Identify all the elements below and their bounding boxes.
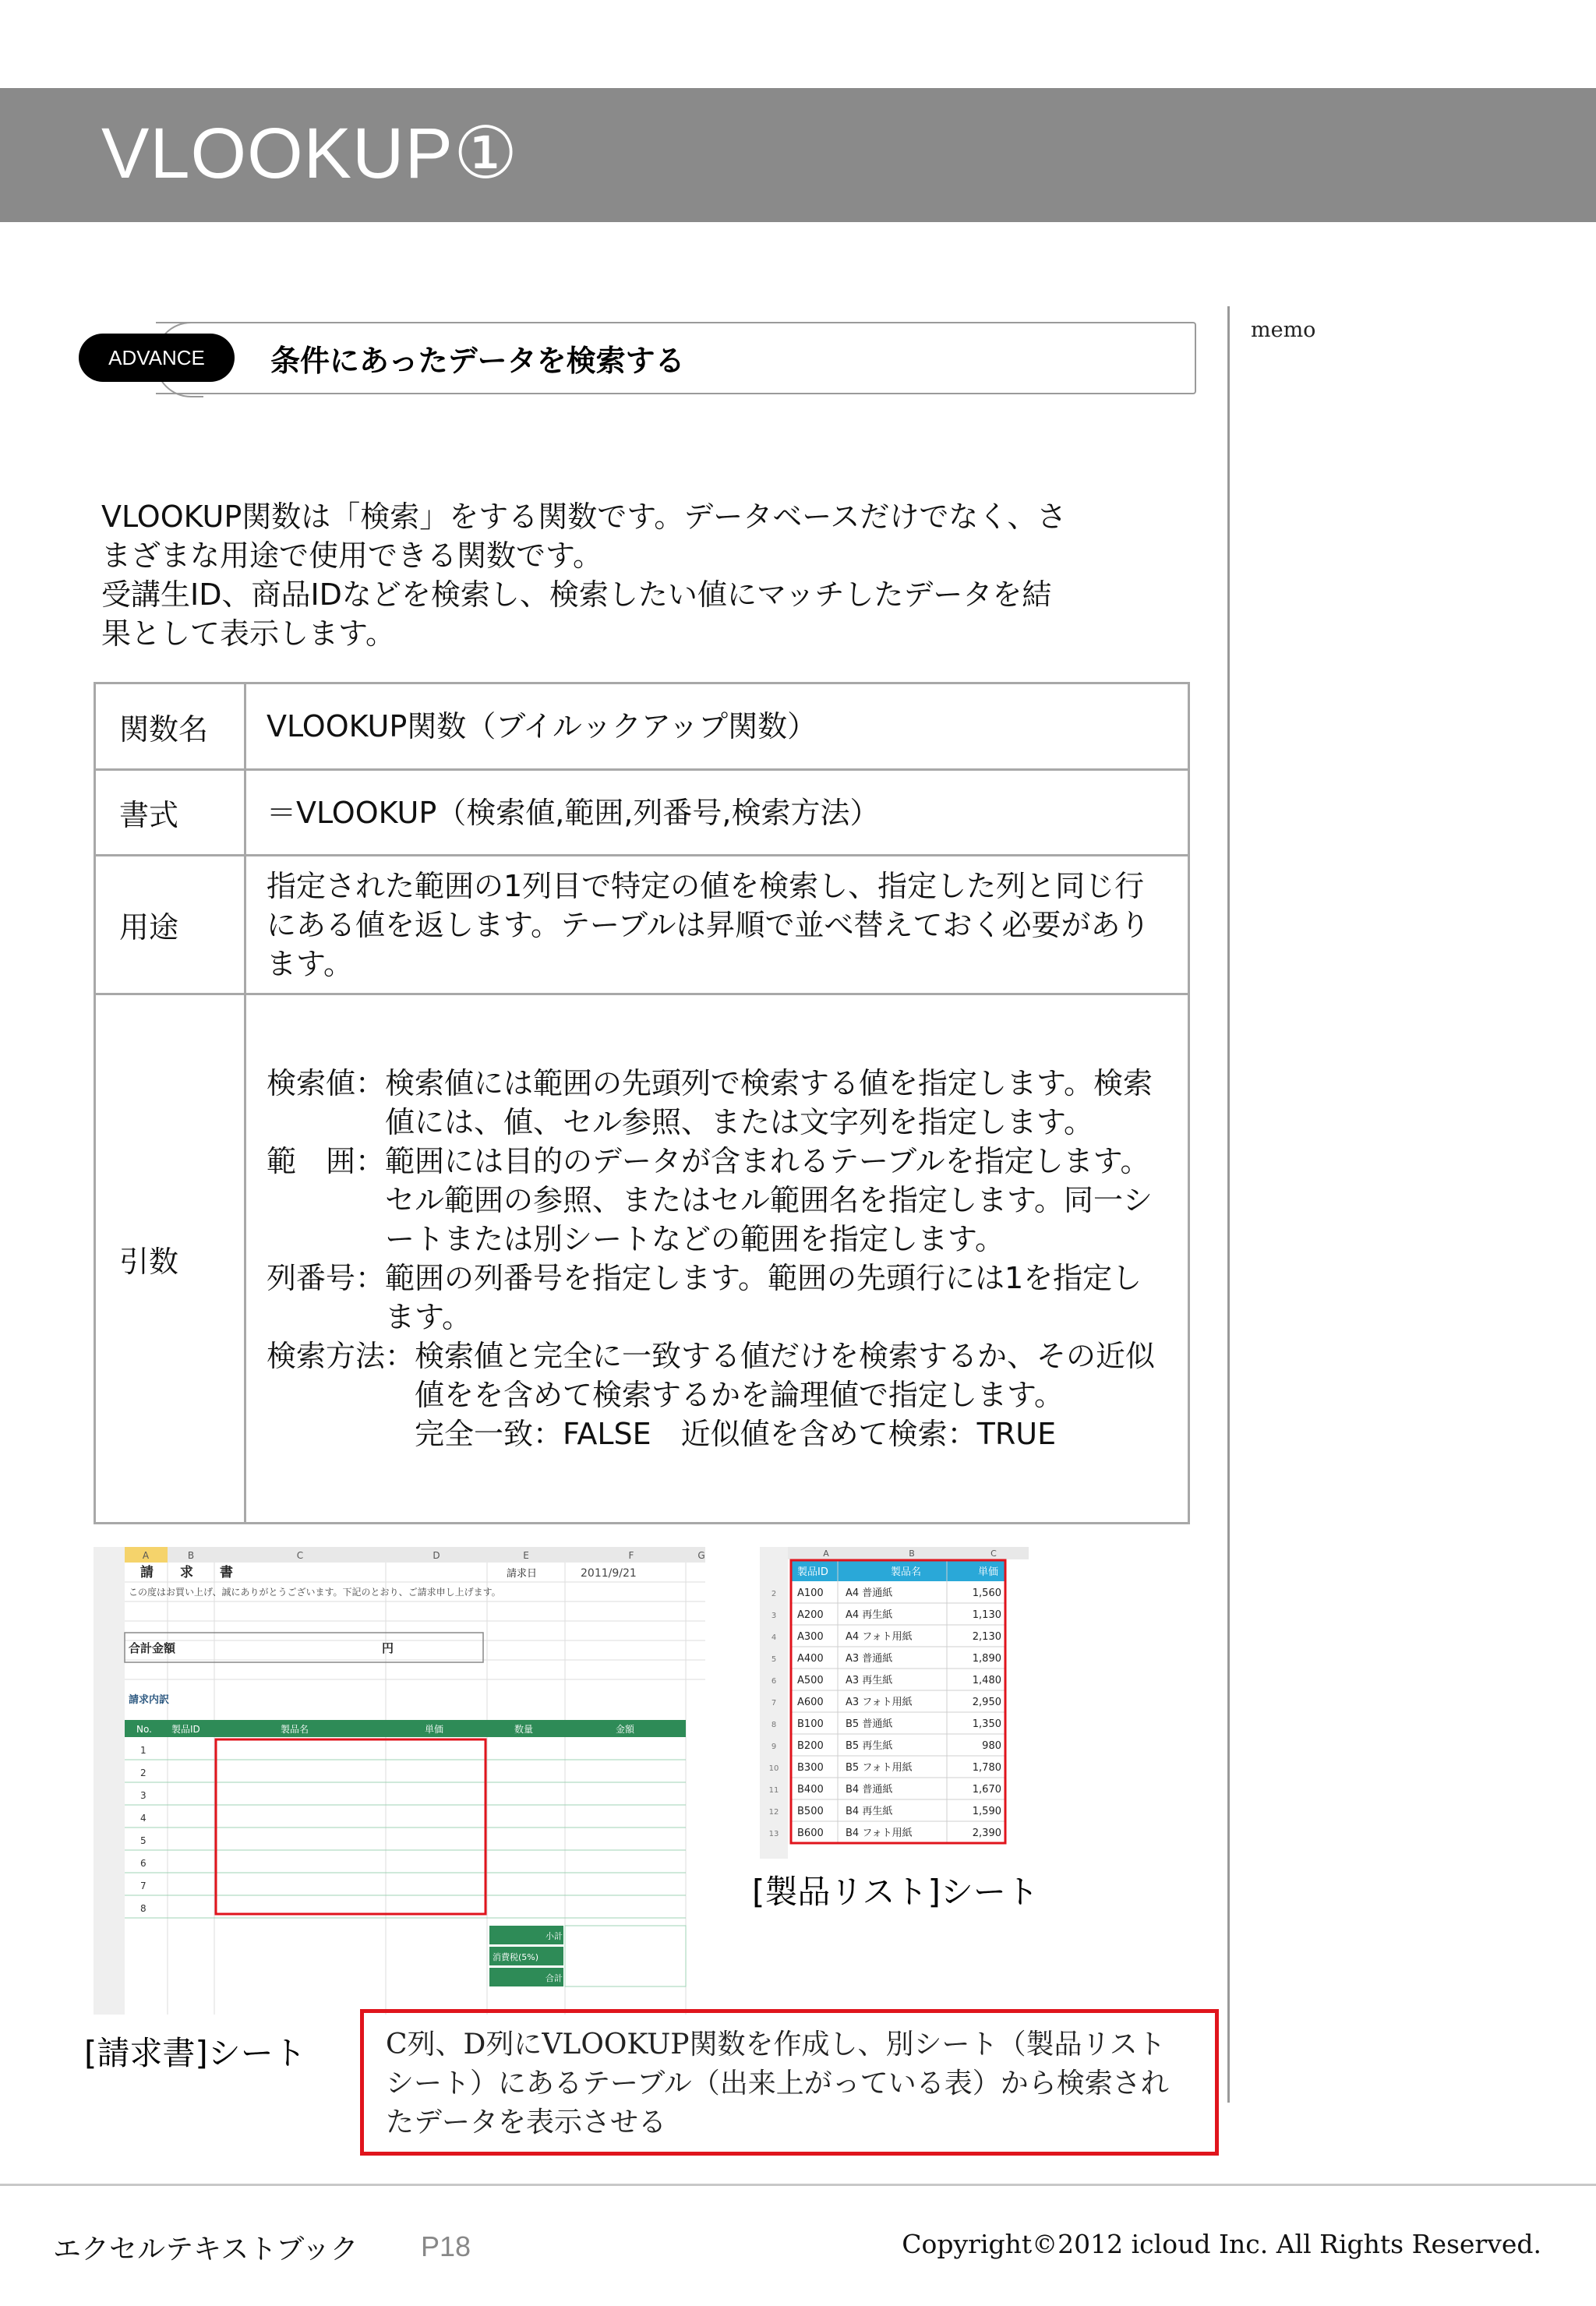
row-number: 2 <box>140 1767 147 1778</box>
product-cell: A500 <box>797 1675 824 1686</box>
invoice-sheet-caption: [請求書]シート <box>84 2034 306 2072</box>
product-cell: 2,390 <box>972 1827 1001 1839</box>
advance-badge: ADVANCE <box>79 334 235 382</box>
arg-label: 検索方法： <box>267 1339 415 1373</box>
row-number: 3 <box>140 1790 147 1801</box>
product-cell: 1,890 <box>972 1653 1001 1665</box>
product-sheet-caption: [製品リスト]シート <box>752 1873 1039 1911</box>
product-row-number: 5 <box>771 1655 777 1664</box>
product-row-number: 6 <box>771 1677 777 1686</box>
memo-divider <box>1227 306 1230 2103</box>
product-header: 製品ID <box>797 1566 828 1578</box>
arg-text: 範囲の列番号を指定します。範囲の先頭行には1を指定します。 <box>385 1261 1142 1334</box>
col-header: A <box>142 1550 150 1561</box>
arg-text: 検索値には範囲の先頭列で検索する値を指定します。検索値には、値、セル参照、または文字列を指定します。 <box>385 1066 1153 1139</box>
product-cell: B4 再生紙 <box>846 1806 893 1817</box>
product-cell: A4 普通紙 <box>846 1587 893 1599</box>
product-row-number: 2 <box>771 1590 777 1598</box>
product-cell: B100 <box>797 1718 824 1730</box>
row-number: 7 <box>140 1880 147 1891</box>
col-header: C <box>296 1550 304 1561</box>
product-cell: B5 フォト用紙 <box>846 1762 913 1774</box>
col-header: C <box>990 1549 997 1559</box>
product-cell: A3 普通紙 <box>846 1653 893 1665</box>
product-row-number: 8 <box>771 1721 777 1729</box>
intro-paragraph <box>101 497 1192 653</box>
summary-label: 消費税(5%) <box>493 1952 539 1962</box>
product-row-number: 7 <box>771 1699 777 1707</box>
advance-heading: 条件にあったデータを検索する <box>270 344 685 378</box>
total-yen: 円 <box>382 1641 394 1655</box>
invoice-sheet-svg <box>94 1547 705 2015</box>
col-header: D <box>433 1550 440 1561</box>
intro-line: まざまな用途で使用できる関数です。 <box>101 539 602 573</box>
product-header: 単価 <box>978 1566 999 1578</box>
spec-value: 指定された範囲の1列目で特定の値を検索し、指定した列と同じ行にある値を返します。テーブルは昇順で並べ替えておく必要があります。 <box>245 856 1189 994</box>
product-cell: 1,670 <box>972 1784 1001 1796</box>
product-cell: A600 <box>797 1697 824 1708</box>
product-row-number: 3 <box>771 1612 777 1620</box>
product-cell: B4 普通紙 <box>846 1784 893 1796</box>
product-row-number: 13 <box>768 1830 779 1838</box>
spec-row-args <box>95 994 1189 1524</box>
invoice-date: 2011/9/21 <box>581 1567 637 1580</box>
arg-text-group <box>415 1337 1171 1453</box>
spec-key: 用途 <box>95 856 245 994</box>
row-number: 1 <box>140 1745 147 1756</box>
invoice-title: 請 求 書 <box>140 1565 233 1580</box>
product-cell: B4 フォト用紙 <box>846 1827 913 1839</box>
col-header: B <box>187 1550 195 1561</box>
arg-item <box>267 1064 1171 1142</box>
arg-item <box>267 1259 1171 1337</box>
intro-line: 果として表示します。 <box>101 616 395 651</box>
invoice-date-label: 請求日 <box>507 1568 538 1580</box>
product-cell: B600 <box>797 1827 824 1839</box>
product-cell: B500 <box>797 1806 824 1817</box>
row-number: 6 <box>140 1858 147 1869</box>
product-header: 製品名 <box>891 1566 922 1578</box>
product-cell: A4 フォト用紙 <box>846 1631 913 1643</box>
product-cell: 1,130 <box>972 1609 1001 1621</box>
title-band <box>0 88 1596 222</box>
page-title: VLOOKUP① <box>101 114 519 193</box>
col-header: E <box>523 1550 529 1561</box>
product-cell: B5 再生紙 <box>846 1740 893 1752</box>
memo-label: memo <box>1251 318 1316 342</box>
table-header: 単価 <box>425 1724 444 1735</box>
product-cell: B200 <box>797 1740 824 1752</box>
product-row-number: 4 <box>771 1633 777 1642</box>
product-row-number: 10 <box>768 1764 779 1773</box>
footer-divider <box>0 2184 1596 2186</box>
invoice-sheet-image <box>94 1547 705 2015</box>
intro-line: VLOOKUP関数は「検索」をする関数です。データベースだけでなく、さ <box>101 500 1067 534</box>
product-sheet-image <box>760 1547 1029 1859</box>
row-number: 5 <box>140 1835 147 1846</box>
col-header: B <box>909 1549 915 1559</box>
product-row-number: 9 <box>771 1743 777 1751</box>
table-header: 数量 <box>514 1724 534 1735</box>
arg-label: 検索値： <box>267 1066 386 1100</box>
product-cell: A3 フォト用紙 <box>846 1697 913 1708</box>
summary-label: 小計 <box>546 1931 563 1941</box>
product-cell: 1,480 <box>972 1675 1001 1686</box>
spec-value: VLOOKUP関数（ブイルックアップ関数） <box>245 683 1189 770</box>
product-cell: A100 <box>797 1587 824 1599</box>
arg-label: 範 囲： <box>267 1144 386 1178</box>
arg-text: 検索値と完全に一致する値だけを検索するか、その近似値をを含めて検索するかを論理値で指定します。 <box>415 1339 1156 1412</box>
product-cell: 1,590 <box>972 1806 1001 1817</box>
table-header: No. <box>136 1724 152 1735</box>
product-cell: 1,350 <box>972 1718 1001 1730</box>
product-cell: 2,130 <box>972 1631 1001 1643</box>
col-header: G <box>697 1550 705 1561</box>
intro-line: 受講生ID、商品IDなどを検索し、検索したい値にマッチしたデータを結 <box>101 577 1052 612</box>
product-cell: A300 <box>797 1631 824 1643</box>
arg-label: 列番号： <box>267 1261 386 1295</box>
col-header: F <box>628 1550 634 1561</box>
product-cell: A200 <box>797 1609 824 1621</box>
table-header: 製品ID <box>171 1724 200 1735</box>
product-cell: B5 普通紙 <box>846 1718 893 1730</box>
product-cell: A400 <box>797 1653 824 1665</box>
table-header: 製品名 <box>281 1724 309 1735</box>
invoice-greeting: この度はお買い上げ、誠にありがとうございます。下記のとおり、ご請求申し上げます。 <box>129 1587 501 1598</box>
product-row-number: 11 <box>768 1786 779 1795</box>
col-header: A <box>823 1549 829 1559</box>
row-number: 4 <box>140 1813 147 1824</box>
product-cell: 2,950 <box>972 1697 1001 1708</box>
spec-row-name <box>95 683 1189 770</box>
footer-book-title: エクセルテキストブック <box>53 2234 358 2265</box>
spec-row-usage <box>95 856 1189 994</box>
spec-value: ＝VLOOKUP（検索値,範囲,列番号,検索方法） <box>245 770 1189 856</box>
product-cell: 1,780 <box>972 1762 1001 1774</box>
arg-item <box>267 1337 1171 1453</box>
footer-page-number: P18 <box>421 2230 471 2262</box>
spec-key: 引数 <box>95 994 245 1524</box>
product-cell: A3 再生紙 <box>846 1675 893 1686</box>
spec-value-args <box>245 994 1189 1524</box>
product-cell: B400 <box>797 1784 824 1796</box>
product-cell: 980 <box>982 1740 1001 1752</box>
total-label: 合計金額 <box>129 1641 176 1655</box>
product-cell: 1,560 <box>972 1587 1001 1599</box>
spec-row-format <box>95 770 1189 856</box>
detail-label: 請求内訳 <box>129 1694 170 1706</box>
product-sheet-svg <box>760 1547 1029 1859</box>
spec-key: 関数名 <box>95 683 245 770</box>
row-number: 8 <box>140 1903 147 1914</box>
product-cell: A4 再生紙 <box>846 1609 893 1621</box>
function-spec-table <box>94 682 1190 1524</box>
product-row-number: 12 <box>768 1808 779 1817</box>
arg-last-line: 完全一致：FALSE 近似値を含めて検索：TRUE <box>415 1417 1057 1451</box>
footer-copyright: Copyright©2012 icloud Inc. All Rights Reserved. <box>902 2229 1541 2259</box>
instruction-note: C列、D列にVLOOKUP関数を作成し、別シート（製品リストシート）にあるテーブル（出来上がっている表）から検索されたデータを表示させる <box>360 2009 1219 2156</box>
arg-item <box>267 1142 1171 1259</box>
table-header: 金額 <box>616 1724 635 1735</box>
summary-label: 合計 <box>546 1973 563 1983</box>
spec-key: 書式 <box>95 770 245 856</box>
arg-text: 範囲には目的のデータが含まれるテーブルを指定します。セル範囲の参照、またはセル範囲名を指定します。同一シートまたは別シートなどの範囲を指定します。 <box>385 1144 1153 1256</box>
product-cell: B300 <box>797 1762 824 1774</box>
